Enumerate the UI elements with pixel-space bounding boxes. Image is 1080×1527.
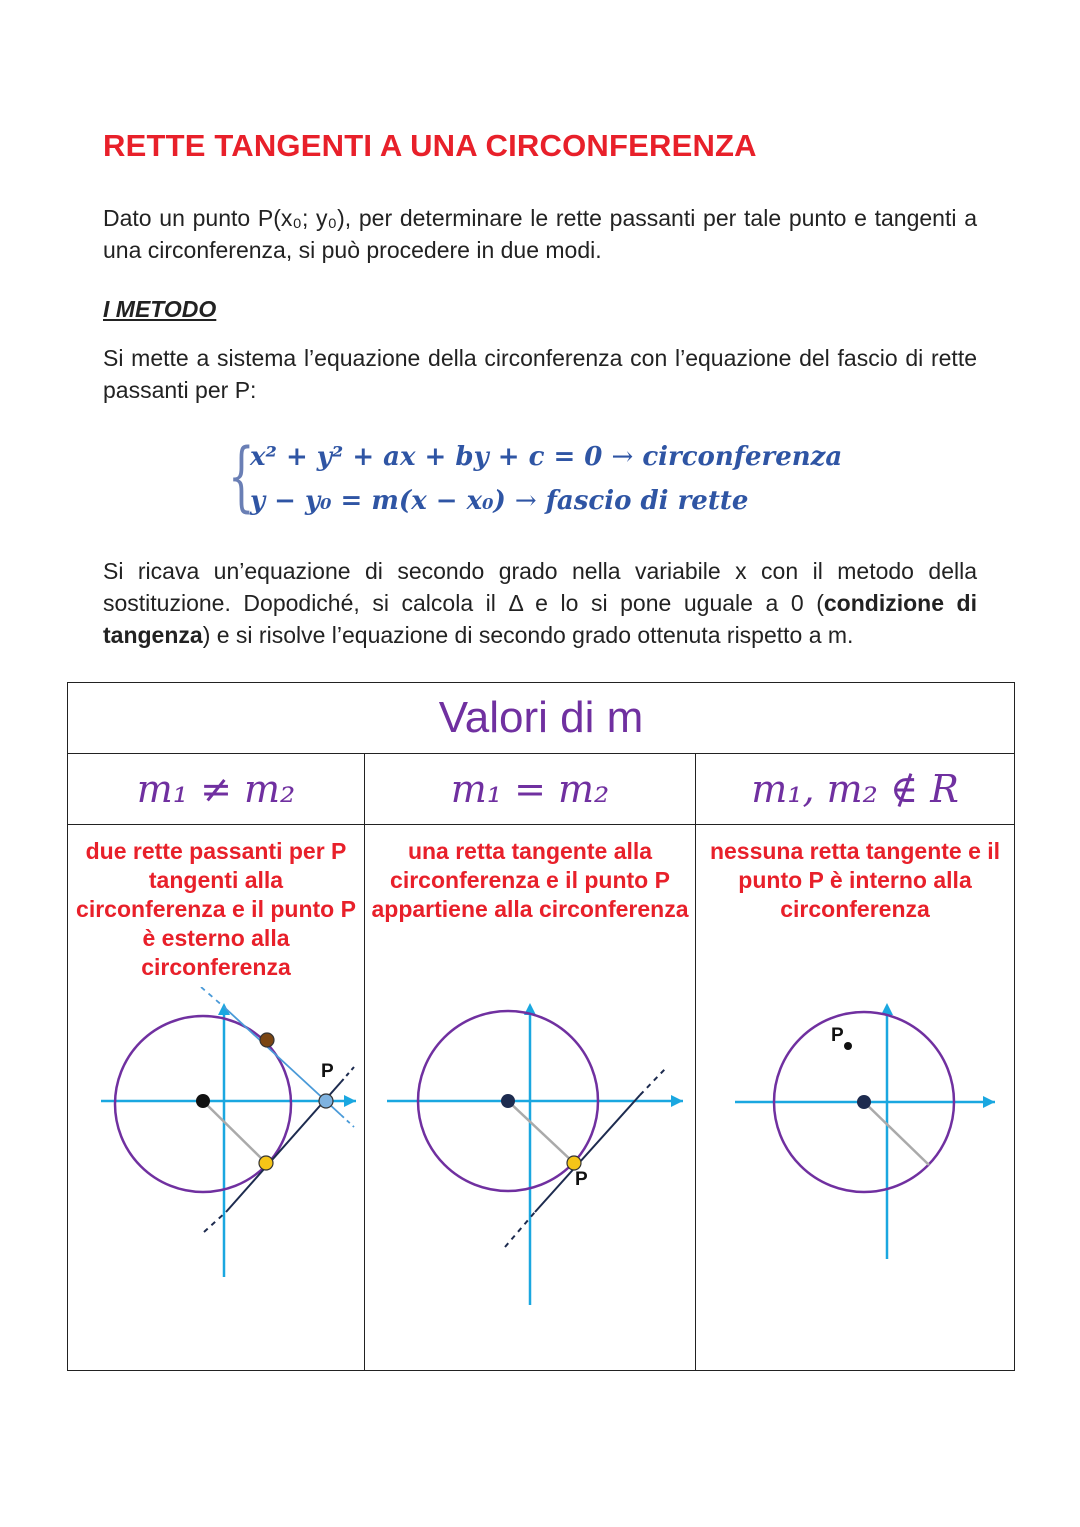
center-point <box>501 1094 515 1108</box>
substitution-text-a: Si ricava un’equazione di secondo grado nella variabile x con il metodo della sostituzione. Dopodiché, si calcola il Δ e lo si pone uguale a 0 ( <box>103 558 977 616</box>
x-axis-arrow <box>344 1095 356 1107</box>
point-p <box>844 1042 852 1050</box>
point-p-label: P <box>575 1169 588 1190</box>
circle-equation <box>250 442 842 472</box>
condition-complex: m₁, m₂ ∉ R <box>696 754 1015 825</box>
case-internal-cell <box>696 825 1015 1371</box>
y-axis-arrow <box>218 1003 230 1015</box>
table-header: Valori di m <box>68 683 1015 754</box>
condition-distinct: m₁ ≠ m₂ <box>68 754 365 825</box>
tangent-point-1 <box>259 1156 273 1170</box>
system-brace: { <box>228 431 255 520</box>
arrow: → <box>611 442 634 472</box>
page-title: RETTE TANGENTI A UNA CIRCONFERENZA <box>103 128 757 163</box>
point-p <box>567 1156 581 1170</box>
arrow: → <box>514 486 537 516</box>
tangent-line-1-dash-top <box>341 1067 354 1082</box>
diagram-point-on-circle <box>375 987 685 1317</box>
point-p <box>319 1094 333 1108</box>
point-p-label: P <box>321 1061 334 1082</box>
point-p-label: P <box>831 1025 844 1046</box>
method-paragraph: Si mette a sistema l’equazione della circonferenza con l’equazione del fascio di rette passanti per P: <box>103 345 977 403</box>
condition-equal: m₁ = m₂ <box>365 754 696 825</box>
intro-paragraph: Dato un punto P(x₀; y₀), per determinare le rette passanti per tale punto e tangenti a una circonferenza, si può procedere in due modi. <box>103 205 977 263</box>
case-on-circle-text: una retta tangente alla circonferenza e il punto P appartiene alla circonferenza <box>371 838 689 922</box>
radius <box>864 1102 929 1165</box>
method-heading: I METODO <box>103 296 217 322</box>
values-of-m-table <box>67 682 1015 1371</box>
radius <box>508 1101 574 1163</box>
diagram-external-point <box>76 987 356 1317</box>
tangency-condition: condizione di tangenza <box>103 590 977 648</box>
tangent-line-1-dash <box>204 1212 226 1232</box>
substitution-paragraph <box>103 555 977 651</box>
substitution-text-b: ) e si risolve l’equazione di secondo grado ottenuta rispetto a m. <box>202 622 854 648</box>
case-internal-text: nessuna retta tangente e il punto P è interno alla circonferenza <box>709 838 1001 922</box>
center-point <box>857 1095 871 1109</box>
circle-equation-lhs: x² + y² + ax + by + c = 0 <box>250 442 603 472</box>
case-on-circle-cell <box>365 825 696 1371</box>
tangent-line-2-dash-bottom <box>341 1115 354 1127</box>
case-external-text: due rette passanti per P tangenti alla circonferenza e il punto P è esterno alla circonferenza <box>76 838 356 980</box>
center-point <box>196 1094 210 1108</box>
x-axis-arrow <box>983 1096 995 1108</box>
case-external-cell <box>68 825 365 1371</box>
pencil-equation-label: fascio di rette <box>545 486 749 516</box>
tangent-line <box>535 1095 640 1212</box>
tangent-line-2-dash <box>201 987 224 1007</box>
pencil-equation <box>250 486 748 516</box>
radius <box>203 1101 265 1162</box>
pencil-equation-lhs: y − y₀ = m(x − x₀) <box>250 486 506 516</box>
tangent-point-2 <box>260 1033 274 1047</box>
tangent-line-dash-top <box>640 1069 665 1095</box>
circle-equation-label: circonferenza <box>642 442 843 472</box>
x-axis-arrow <box>671 1095 683 1107</box>
diagram-internal-point <box>705 987 1005 1317</box>
